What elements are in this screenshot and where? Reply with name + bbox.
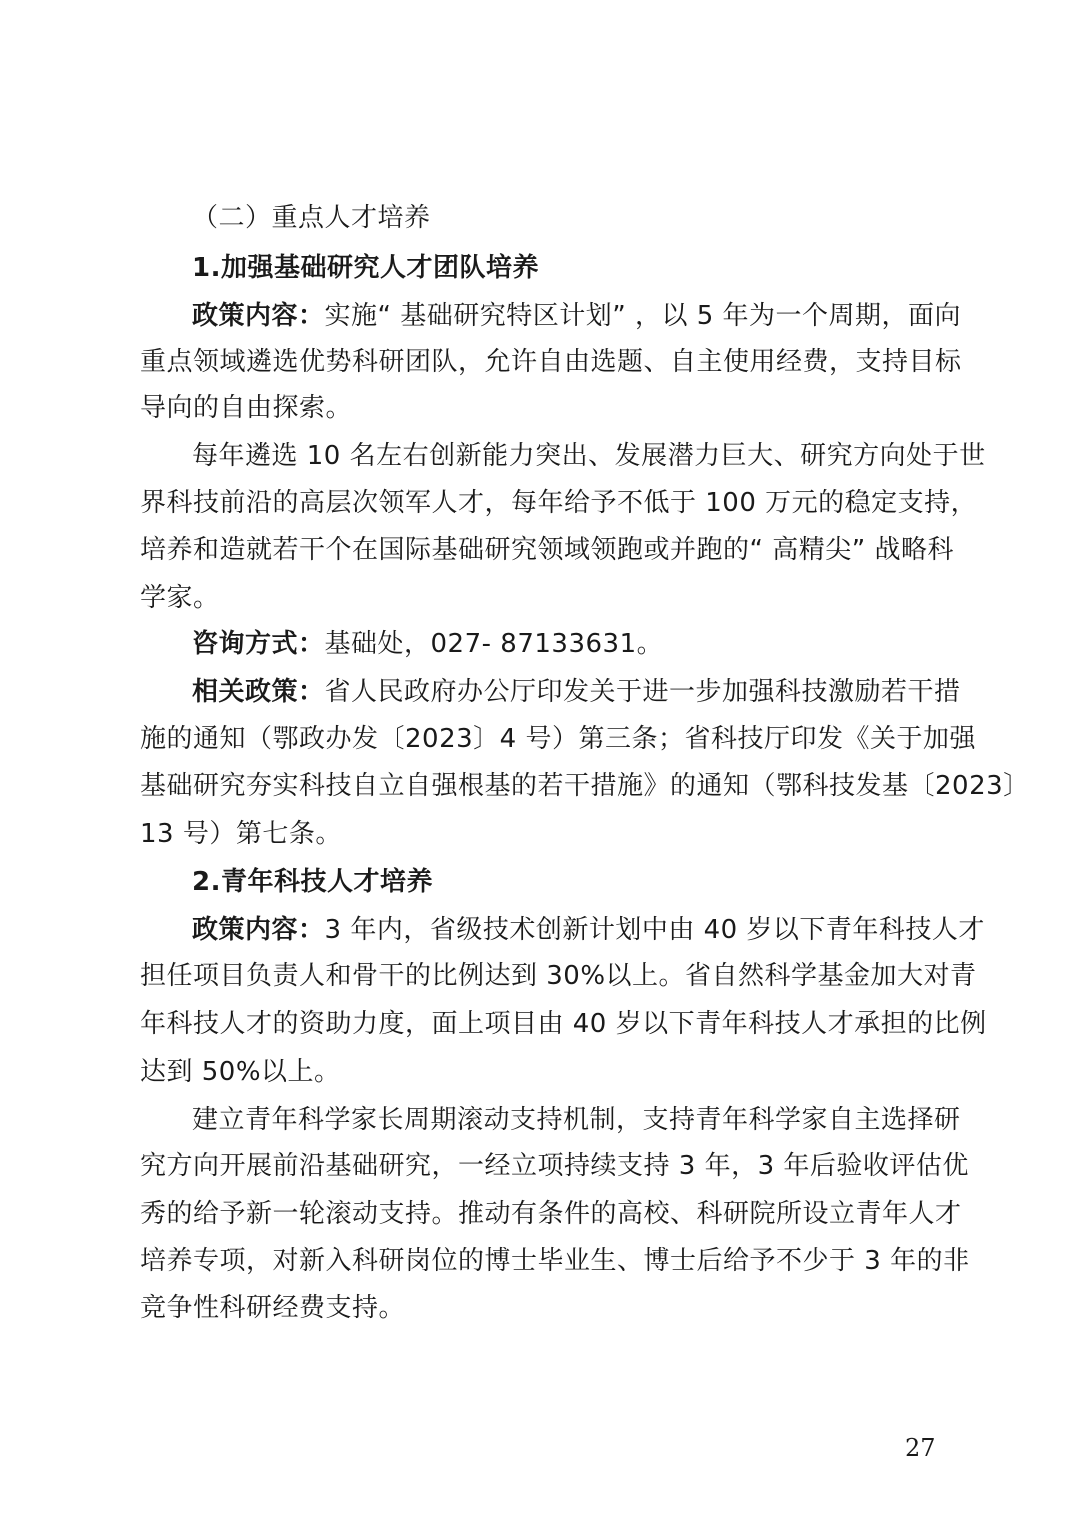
item1-related-line-1 <box>192 676 961 708</box>
item2-para2-line-2: 究方向开展前沿基础研究，一经立项持续支持 3 年，3 年后验收评估优 <box>140 1151 969 1181</box>
item1-para2-line-3: 培养和造就若干个在国际基础研究领域领跑或并跑的“ 高精尖” 战略科 <box>140 535 954 565</box>
item1-related-text-1: 省人民政府办公厅印发关于进一步加强科技激励若干措 <box>324 677 961 707</box>
item1-related-line-3: 基础研究夯实科技自立自强根基的若干措施》的通知（鄂科技发基〔2023〕 <box>140 771 1030 801</box>
item1-related-line-2: 施的通知（鄂政办发〔2023〕4 号）第三条；省科技厅印发《关于加强 <box>140 724 976 754</box>
item1-contact <box>192 628 663 660</box>
item1-policy-line-1 <box>192 300 962 332</box>
section-heading: （二）重点人才培养 <box>192 203 431 233</box>
item1-policy-line-2: 重点领域遴选优势科研团队，允许自由选题、自主使用经费，支持目标 <box>140 347 962 377</box>
item2-policy-line-1 <box>192 914 985 946</box>
item2-policy-line-4: 达到 50%以上。 <box>140 1057 341 1087</box>
item1-related-label: 相关政策： <box>192 677 325 707</box>
page-number: 27 <box>905 1434 936 1462</box>
item1-para2-line-1: 每年遴选 10 名左右创新能力突出、发展潜力巨大、研究方向处于世 <box>192 441 986 471</box>
item2-policy-line-3: 年科技人才的资助力度，面上项目由 40 岁以下青年科技人才承担的比例 <box>140 1009 987 1039</box>
item1-para2-line-4: 学家。 <box>140 583 220 613</box>
item1-policy-label: 政策内容： <box>192 301 325 331</box>
item1-policy-text-1: 实施“ 基础研究特区计划” ，以 5 年为一个周期，面向 <box>324 301 962 331</box>
item2-policy-text-1: 3 年内，省级技术创新计划中由 40 岁以下青年科技人才 <box>324 915 985 945</box>
item1-contact-label: 咨询方式： <box>192 629 325 659</box>
item2-para2-line-5: 竞争性科研经费支持。 <box>140 1293 406 1323</box>
item1-contact-value: 基础处，027- 87133631。 <box>324 629 664 659</box>
item1-related-line-4: 13 号）第七条。 <box>140 819 342 849</box>
item2-para2-line-4: 培养专项，对新入科研岗位的博士毕业生、博士后给予不少于 3 年的非 <box>140 1246 970 1276</box>
item2-para2-line-3: 秀的给予新一轮滚动支持。推动有条件的高校、科研院所设立青年人才 <box>140 1199 962 1229</box>
item2-policy-line-2: 担任项目负责人和骨干的比例达到 30%以上。省自然科学基金加大对青 <box>140 961 977 991</box>
item2-title: 2.青年科技人才培养 <box>192 867 433 897</box>
item2-para2-line-1: 建立青年科学家长周期滚动支持机制，支持青年科学家自主选择研 <box>192 1105 961 1135</box>
item1-policy-line-3: 导向的自由探索。 <box>140 393 353 423</box>
item1-title: 1.加强基础研究人才团队培养 <box>192 253 539 283</box>
item2-policy-label: 政策内容： <box>192 915 325 945</box>
item1-para2-line-2: 界科技前沿的高层次领军人才，每年给予不低于 100 万元的稳定支持， <box>140 488 978 518</box>
